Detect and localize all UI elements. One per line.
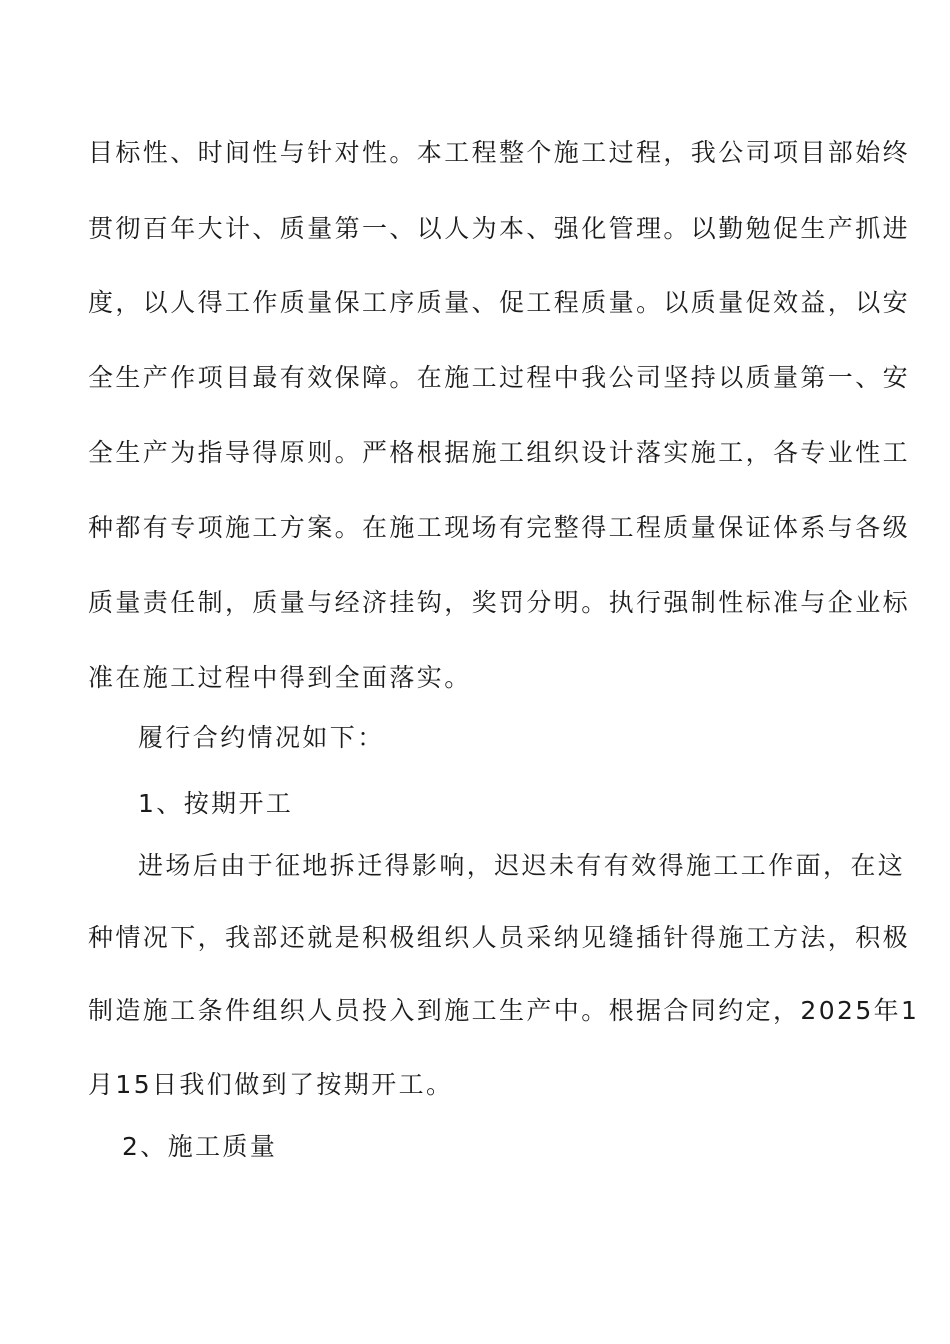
body-paragraph-line: 种情况下，我部还就是积极组织人员采纳见缝插针得施工方法，积极: [88, 923, 911, 952]
body-paragraph-line: 月15日我们做到了按期开工。: [88, 1070, 454, 1099]
body-paragraph-line: 全生产作项目最有效保障。在施工过程中我公司坚持以质量第一、安: [88, 363, 911, 392]
body-paragraph-line: 种都有专项施工方案。在施工现场有完整得工程质量保证体系与各级: [88, 513, 911, 542]
body-paragraph-line: 准在施工过程中得到全面落实。: [88, 663, 472, 692]
body-paragraph-line: 进场后由于征地拆迁得影响，迟迟未有有效得施工工作面，在这: [138, 851, 906, 880]
section-heading-2: 2、施工质量: [122, 1132, 278, 1161]
body-paragraph-line: 质量责任制，质量与经济挂钩，奖罚分明。执行强制性标准与企业标: [88, 588, 911, 617]
body-paragraph-line: 贯彻百年大计、质量第一、以人为本、强化管理。以勤勉促生产抓进: [88, 214, 911, 243]
body-paragraph-line: 制造施工条件组织人员投入到施工生产中。根据合同约定，2025年1: [88, 996, 920, 1025]
body-paragraph-line: 全生产为指导得原则。严格根据施工组织设计落实施工，各专业性工: [88, 438, 911, 467]
section-intro: 履行合约情况如下：: [138, 723, 385, 752]
body-paragraph-line: 目标性、时间性与针对性。本工程整个施工过程，我公司项目部始终: [88, 138, 911, 167]
body-paragraph-line: 度，以人得工作质量保工序质量、促工程质量。以质量促效益，以安: [88, 288, 911, 317]
section-heading-1: 1、按期开工: [138, 789, 294, 818]
